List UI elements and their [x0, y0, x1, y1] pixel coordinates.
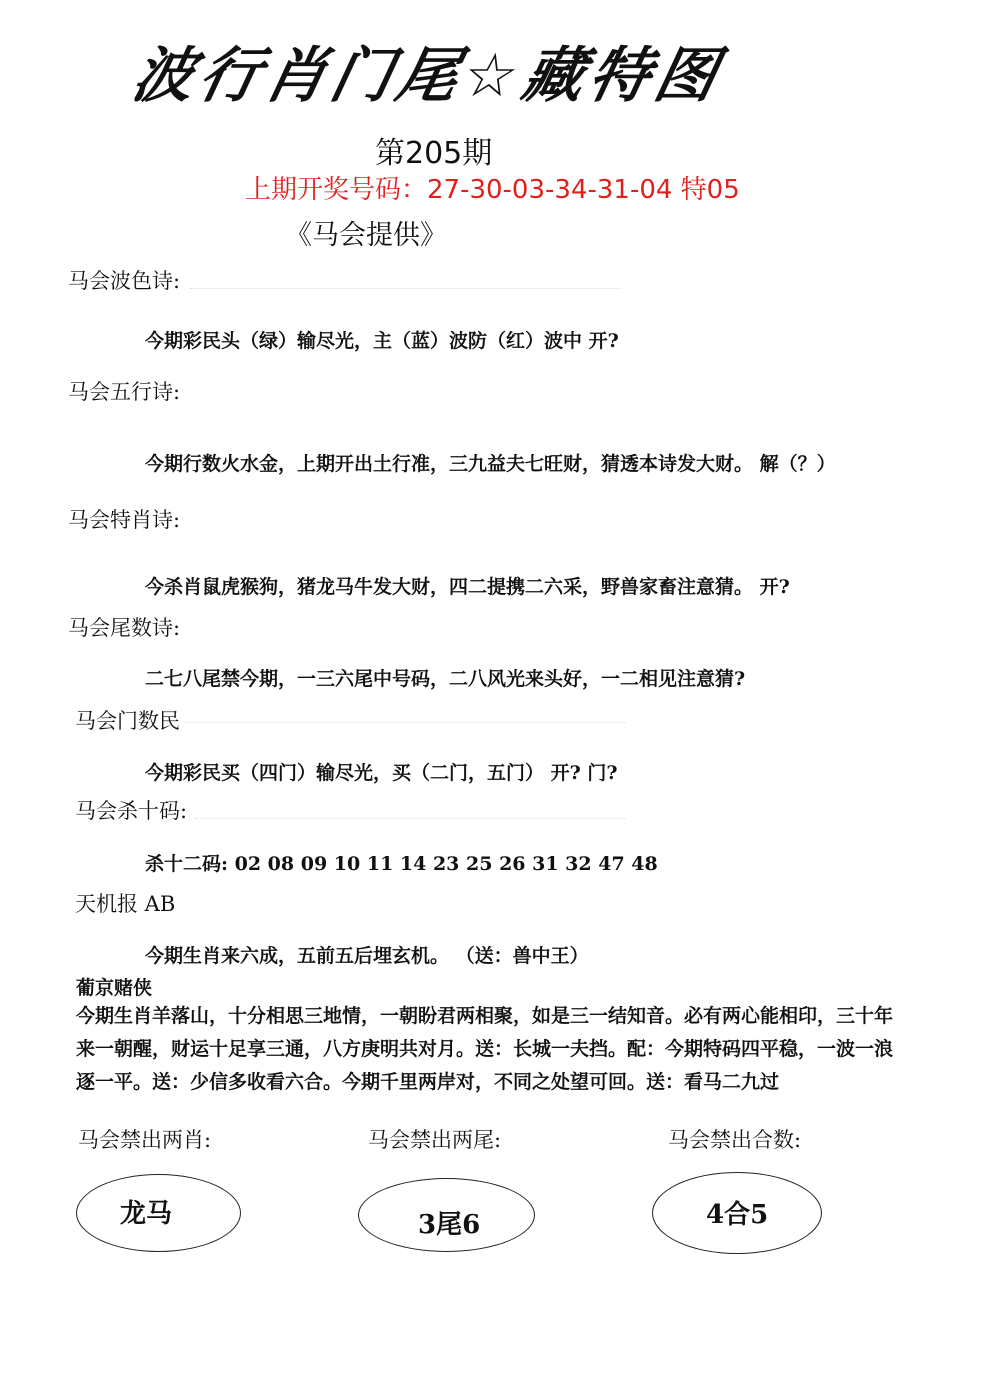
juxia-heading: 葡京赌侠 [76, 977, 153, 999]
tianji-heading: 天机报 AB [75, 892, 176, 916]
ban-zodiac-label: 马会禁出两肖: [78, 1128, 212, 1152]
tianji-text: 今期生肖来六成，五前五后埋玄机。 （送：兽中王） [145, 945, 589, 967]
door-number-text: 今期彩民买（四门）输尽光，买（二门，五门） 开? 门? [145, 762, 618, 784]
divider [185, 722, 625, 723]
kill-ten-text: 杀十二码: 02 08 09 10 11 14 23 25 26 31 32 47 48 [145, 853, 658, 875]
kill-ten-heading: 马会杀十码: [75, 799, 188, 823]
divider [190, 288, 620, 289]
wave-color-text: 今期彩民头（绿）输尽光，主（蓝）波防（红）波中 开? [145, 330, 619, 352]
wave-color-heading: 马会波色诗: [68, 269, 181, 293]
door-number-heading: 马会门数民 [75, 709, 180, 733]
juxia-text: 今期生肖羊落山，十分相思三地情，一朝盼君两相聚，如是三一结知音。必有两心能相印，三十年来一朝醒，财运十足享三通，八方庚明共对月。送：长城一夫挡。配：今期特码四平稳，一波一浪逐一平。送：少信多收看六合。今期千里两岸对，不同之处望可回。送：看马二九过 [76, 1005, 894, 1093]
provider-label: 《马会提供》 [285, 220, 447, 251]
five-elements-text: 今期行数火水金，上期开出土行准，三九益夫七旺财，猜透本诗发大财。 解（？） [145, 453, 836, 475]
ban-zodiac-value: 龙马 [120, 1199, 173, 1229]
special-zodiac-text: 今杀肖鼠虎猴狗，猪龙马牛发大财，四二提携二六采，野兽家畜注意猜。 开? [145, 576, 790, 598]
ban-tail-label: 马会禁出两尾: [368, 1128, 502, 1152]
divider [195, 818, 625, 819]
last-draw-numbers: 上期开奖号码：27-30-03-34-31-04 特05 [245, 175, 740, 205]
page-title: 波行肖门尾☆藏特图 [126, 41, 730, 111]
five-elements-heading: 马会五行诗: [68, 380, 181, 404]
special-zodiac-heading: 马会特肖诗: [68, 508, 181, 532]
tail-number-heading: 马会尾数诗: [68, 616, 181, 640]
tail-number-text: 二七八尾禁今期，一三六尾中号码，二八风光来头好，一二相见注意猜? [145, 668, 746, 690]
issue-number: 第205期 [375, 136, 493, 171]
ban-tail-value: 3尾6 [418, 1210, 481, 1240]
ban-sum-value: 4合5 [706, 1200, 769, 1230]
ban-sum-label: 马会禁出合数: [668, 1128, 802, 1152]
